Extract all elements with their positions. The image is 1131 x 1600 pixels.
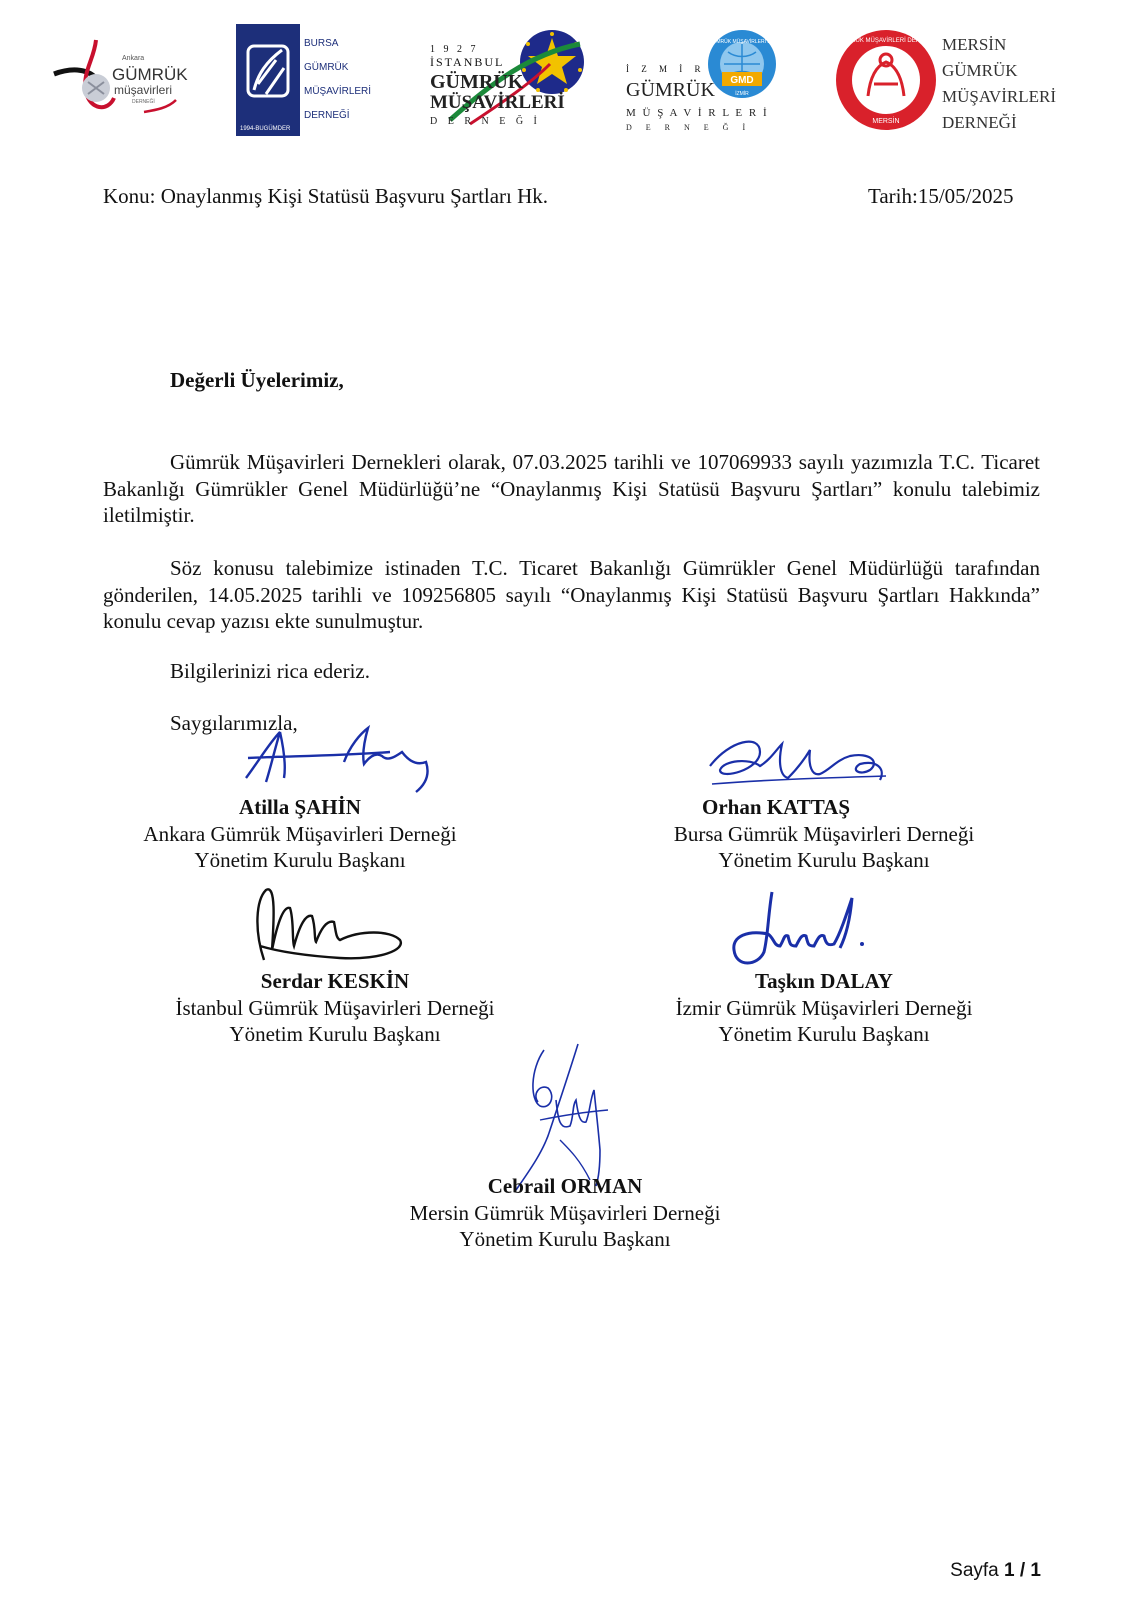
- signature-orhan-kattas: [700, 730, 900, 799]
- izmir-logo-line1: GÜMRÜK: [626, 79, 715, 101]
- ankara-logo: [52, 38, 192, 118]
- signatory-izmir: [654, 968, 994, 1048]
- izmir-logo: [626, 24, 791, 134]
- izmir-logo-city: İ Z M İ R: [626, 64, 706, 74]
- bursa-logo: [236, 24, 372, 136]
- signatory-title: Yönetim Kurulu Başkanı: [718, 1022, 930, 1046]
- signatory-organization: İzmir Gümrük Müşavirleri Derneği: [675, 995, 973, 1020]
- bursa-logo-line3: MÜŞAVİRLERİ: [304, 86, 372, 97]
- mersin-logo-line4: DERNEĞİ: [942, 113, 1017, 132]
- document-date: Tarih:15/05/2025: [868, 184, 1014, 208]
- izmir-logo-ring: İZMİR GÜMRÜK MÜŞAVİRLERİ DERNEĞİ: [693, 39, 791, 45]
- mersin-logo-line2: GÜMRÜK: [942, 61, 1018, 80]
- signatory-title: Yönetim Kurulu Başkanı: [718, 848, 930, 872]
- subject-line: Konu: Onaylanmış Kişi Statüsü Başvuru Şartları Hk.: [103, 184, 549, 208]
- signatory-name: Taşkın DALAY: [755, 969, 893, 993]
- signatory-name: Serdar KESKİN: [260, 969, 410, 993]
- istanbul-logo-city: İSTANBUL: [430, 55, 505, 69]
- ankara-logo-main: GÜMRÜK: [112, 65, 188, 84]
- page-count: 1 / 1: [1004, 1560, 1041, 1581]
- signatory-mersin: [380, 1173, 750, 1253]
- signatory-organization: Ankara Gümrük Müşavirleri Derneği: [143, 821, 457, 846]
- mersin-logo-ring-bottom: MERSİN: [872, 118, 900, 125]
- istanbul-logo-year: 1 9 2 7: [430, 44, 479, 55]
- izmir-logo-line2: M Ü Ş A V İ R L E R İ: [626, 107, 769, 119]
- mersin-logo-line3: MÜŞAVİRLERİ: [942, 87, 1056, 106]
- istanbul-logo-line1: GÜMRÜK: [430, 71, 524, 93]
- salutation: Değerli Üyelerimiz,: [170, 368, 344, 392]
- signature-serdar-keskin: [250, 880, 410, 977]
- signatory-title: Yönetim Kurulu Başkanı: [194, 848, 406, 872]
- izmir-logo-ring-bottom: İZMİR: [735, 91, 749, 97]
- bursa-logo-line2: GÜMRÜK: [304, 62, 349, 73]
- signatory-title: Yönetim Kurulu Başkanı: [459, 1227, 671, 1251]
- istanbul-logo-line2: MÜŞAVİRLERİ: [430, 92, 565, 113]
- closing-regards: Saygılarımızla,: [170, 711, 298, 735]
- ankara-logo-sub: müşavirleri: [114, 83, 173, 97]
- body-paragraph-1: Gümrük Müşavirleri Dernekleri olarak, 07.03.2025 tarihli ve 107069933 sayılı yazımızla T.C. Ticaret Bakanlığı Gümrükler Genel Müdürlüğü’ne “Onaylanmış Kişi Statüsü Başvuru Şartları” konulu talebimiz iletilmiştir.: [103, 450, 1040, 527]
- istanbul-logo: [430, 24, 590, 132]
- signatory-name: Atilla ŞAHİN: [239, 795, 361, 819]
- signatory-istanbul: [160, 968, 510, 1048]
- signatory-organization: Mersin Gümrük Müşavirleri Derneği: [409, 1200, 721, 1225]
- signatory-organization: Bursa Gümrük Müşavirleri Derneği: [673, 821, 975, 846]
- signature-taskin-dalay: [728, 886, 878, 975]
- signatory-bursa: [654, 794, 994, 874]
- signatory-organization: İstanbul Gümrük Müşavirleri Derneği: [175, 995, 495, 1020]
- istanbul-logo-line3: D E R N E Ğ İ: [430, 116, 541, 127]
- bursa-logo-line1: BURSA: [304, 38, 339, 49]
- signature-atilla-sahin: [240, 722, 440, 801]
- signatory-name: Cebrail ORMAN: [487, 1174, 643, 1198]
- signatory-title: Yönetim Kurulu Başkanı: [229, 1022, 441, 1046]
- signatory-ankara: [130, 794, 470, 874]
- mersin-logo-line1: MERSİN: [942, 35, 1007, 54]
- bursa-logo-line4: DERNEĞİ: [304, 110, 350, 121]
- izmir-logo-badge: GMD: [730, 75, 754, 86]
- ankara-logo-tiny: DERNEĞİ: [132, 99, 155, 105]
- ankara-logo-small: Ankara: [122, 55, 145, 62]
- signatory-name: Orhan KATTAŞ: [702, 795, 851, 819]
- closing-request: Bilgilerinizi rica ederiz.: [170, 659, 370, 683]
- mersin-logo-ring: GÜMRÜK MÜŞAVİRLERİ DERNEĞİ: [837, 38, 935, 44]
- bursa-logo-founded: 1994-BUGÜMDER: [240, 126, 291, 132]
- page-label: Sayfa: [950, 1560, 999, 1581]
- mersin-logo: [836, 22, 1056, 138]
- izmir-logo-line3: D E R N E Ğ İ: [626, 123, 752, 132]
- body-paragraph-2: Söz konusu talebimize istinaden T.C. Ticaret Bakanlığı Gümrükler Genel Müdürlüğü tarafından gönderilen, 14.05.2025 tarihli ve 109256805 sayılı “Onaylanmış Kişi Statüsü Başvuru Şartları Hakkında” konulu cevap yazısı ekte sunulmuştur.: [103, 556, 1040, 633]
- page-number: [950, 1560, 1041, 1582]
